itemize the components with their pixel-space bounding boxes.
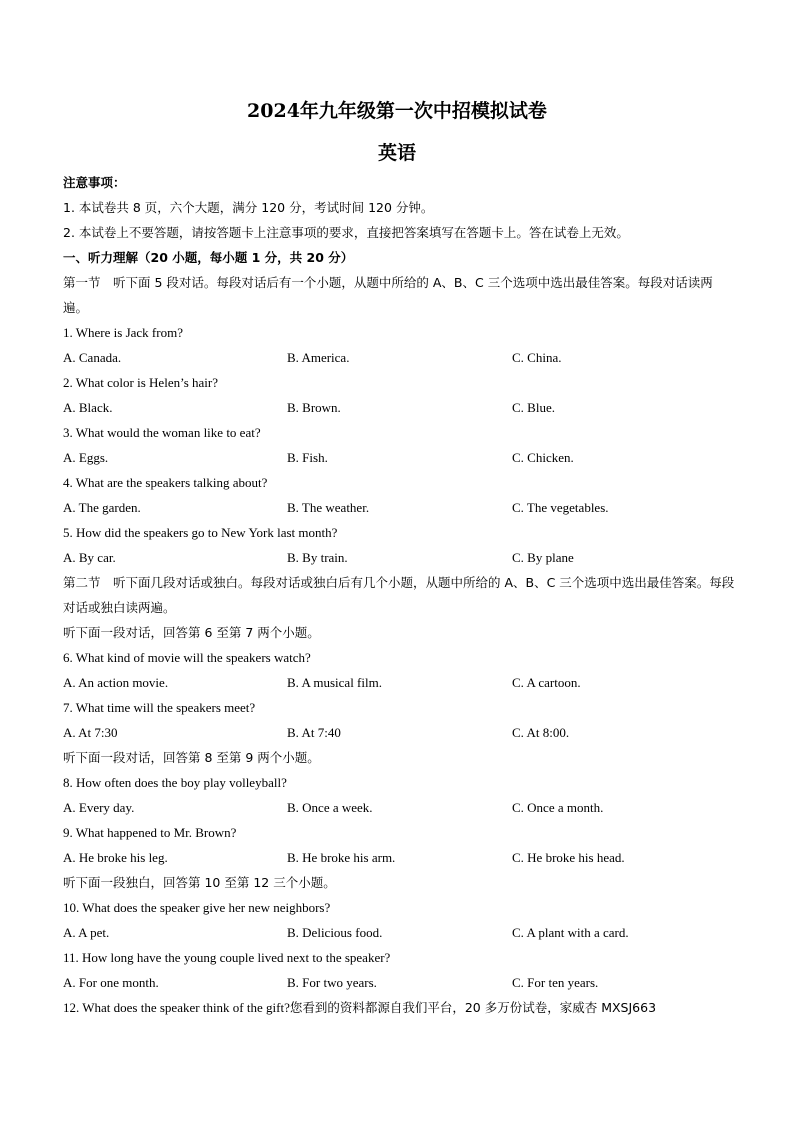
question-text: 12. What does the speaker think of the gift? xyxy=(63,1000,290,1015)
question-block-5 xyxy=(63,520,735,570)
option-a: A. Every day. xyxy=(63,800,135,815)
option-a: A. At 7:30 xyxy=(63,725,118,740)
prompt-6-7: 听下面一段对话，回答第 6 至第 7 两个小题。 xyxy=(63,625,320,640)
option-c: C. He broke his head. xyxy=(512,850,625,865)
option-b: B. Fish. xyxy=(287,450,328,465)
option-b: B. America. xyxy=(287,350,350,365)
watermark-text: 您看到的资料都源自我们平台，20 多万份试卷，家威杏 MXSJ663 xyxy=(289,1000,657,1015)
option-row xyxy=(63,445,735,470)
option-c: C. A plant with a card. xyxy=(512,925,629,940)
question-text: 1. Where is Jack from? xyxy=(63,325,183,340)
option-a: A. The garden. xyxy=(63,500,141,515)
option-row xyxy=(63,395,735,420)
prompt-10-12: 听下面一段独白，回答第 10 至第 12 三个小题。 xyxy=(63,875,336,890)
option-c: C. Chicken. xyxy=(512,450,574,465)
option-b: B. Brown. xyxy=(287,400,341,415)
option-c: C. For ten years. xyxy=(512,975,599,990)
question-12-line xyxy=(63,995,735,1020)
section1-intro: 第一节 听下面 5 段对话。每段对话后有一个小题，从题中所给的 A、B、C 三个选项中选出最佳答案。每段对话读两遍。 xyxy=(63,275,713,315)
question-text: 9. What happened to Mr. Brown? xyxy=(63,825,237,840)
question-text: 5. How did the speakers go to New York last month? xyxy=(63,525,338,540)
notice-item-1: 1. 本试卷共 8 页，六个大题，满分 120 分，考试时间 120 分钟。 xyxy=(63,200,434,215)
section2-intro: 第二节 听下面几段对话或独白。每段对话或独白后有几个小题，从题中所给的 A、B、C 三个选项中选出最佳答案。每段对话或独白读两遍。 xyxy=(63,575,735,615)
option-b: B. Once a week. xyxy=(287,800,373,815)
option-row xyxy=(63,970,735,995)
question-text: 10. What does the speaker give her new neighbors? xyxy=(63,900,331,915)
option-a: A. For one month. xyxy=(63,975,159,990)
option-c: C. The vegetables. xyxy=(512,500,609,515)
option-b: B. At 7:40 xyxy=(287,725,341,740)
question-block-6 xyxy=(63,645,735,695)
notice-heading: 注意事项： xyxy=(63,175,126,190)
question-text: 6. What kind of movie will the speakers watch? xyxy=(63,650,311,665)
question-block-10 xyxy=(63,895,735,945)
notice-item-2: 2. 本试卷上不要答题，请按答题卡上注意事项的要求，直接把答案填写在答题卡上。答在试卷上无效。 xyxy=(63,225,629,240)
option-row xyxy=(63,845,735,870)
option-a: A. A pet. xyxy=(63,925,110,940)
option-b: B. He broke his arm. xyxy=(287,850,396,865)
option-row xyxy=(63,545,735,570)
option-a: A. Black. xyxy=(63,400,113,415)
option-c: C. By plane xyxy=(512,550,574,565)
question-text: 3. What would the woman like to eat? xyxy=(63,425,261,440)
question-block-2 xyxy=(63,370,735,420)
question-block-8 xyxy=(63,770,735,820)
option-row xyxy=(63,720,735,745)
question-text: 4. What are the speakers talking about? xyxy=(63,475,268,490)
option-row xyxy=(63,495,735,520)
question-text: 11. How long have the young couple lived next to the speaker? xyxy=(63,950,391,965)
option-a: A. By car. xyxy=(63,550,116,565)
question-text: 8. How often does the boy play volleyball? xyxy=(63,775,287,790)
exam-content xyxy=(63,170,735,1020)
question-block-4 xyxy=(63,470,735,520)
question-block-3 xyxy=(63,420,735,470)
option-c: C. China. xyxy=(512,350,562,365)
option-a: A. Eggs. xyxy=(63,450,109,465)
option-row xyxy=(63,670,735,695)
option-c: C. Blue. xyxy=(512,400,555,415)
option-row xyxy=(63,795,735,820)
part1-heading: 一、听力理解（20 小题，每小题 1 分，共 20 分） xyxy=(63,250,354,265)
exam-title: 2024年九年级第一次中招模拟试卷 xyxy=(247,100,547,122)
question-block-11 xyxy=(63,945,735,995)
option-c: C. A cartoon. xyxy=(512,675,581,690)
option-a: A. He broke his leg. xyxy=(63,850,168,865)
question-text: 2. What color is Helen’s hair? xyxy=(63,375,218,390)
option-c: C. At 8:00. xyxy=(512,725,570,740)
option-c: C. Once a month. xyxy=(512,800,604,815)
option-b: B. Delicious food. xyxy=(287,925,383,940)
question-block-9 xyxy=(63,820,735,870)
question-text: 7. What time will the speakers meet? xyxy=(63,700,256,715)
option-b: B. A musical film. xyxy=(287,675,382,690)
option-row xyxy=(63,345,735,370)
exam-subject: 英语 xyxy=(377,142,416,164)
question-block-1 xyxy=(63,320,735,370)
prompt-8-9: 听下面一段对话，回答第 8 至第 9 两个小题。 xyxy=(63,750,320,765)
option-b: B. The weather. xyxy=(287,500,370,515)
option-b: B. By train. xyxy=(287,550,348,565)
question-block-7 xyxy=(63,695,735,745)
option-row xyxy=(63,920,735,945)
option-a: A. An action movie. xyxy=(63,675,169,690)
option-a: A. Canada. xyxy=(63,350,122,365)
option-b: B. For two years. xyxy=(287,975,377,990)
